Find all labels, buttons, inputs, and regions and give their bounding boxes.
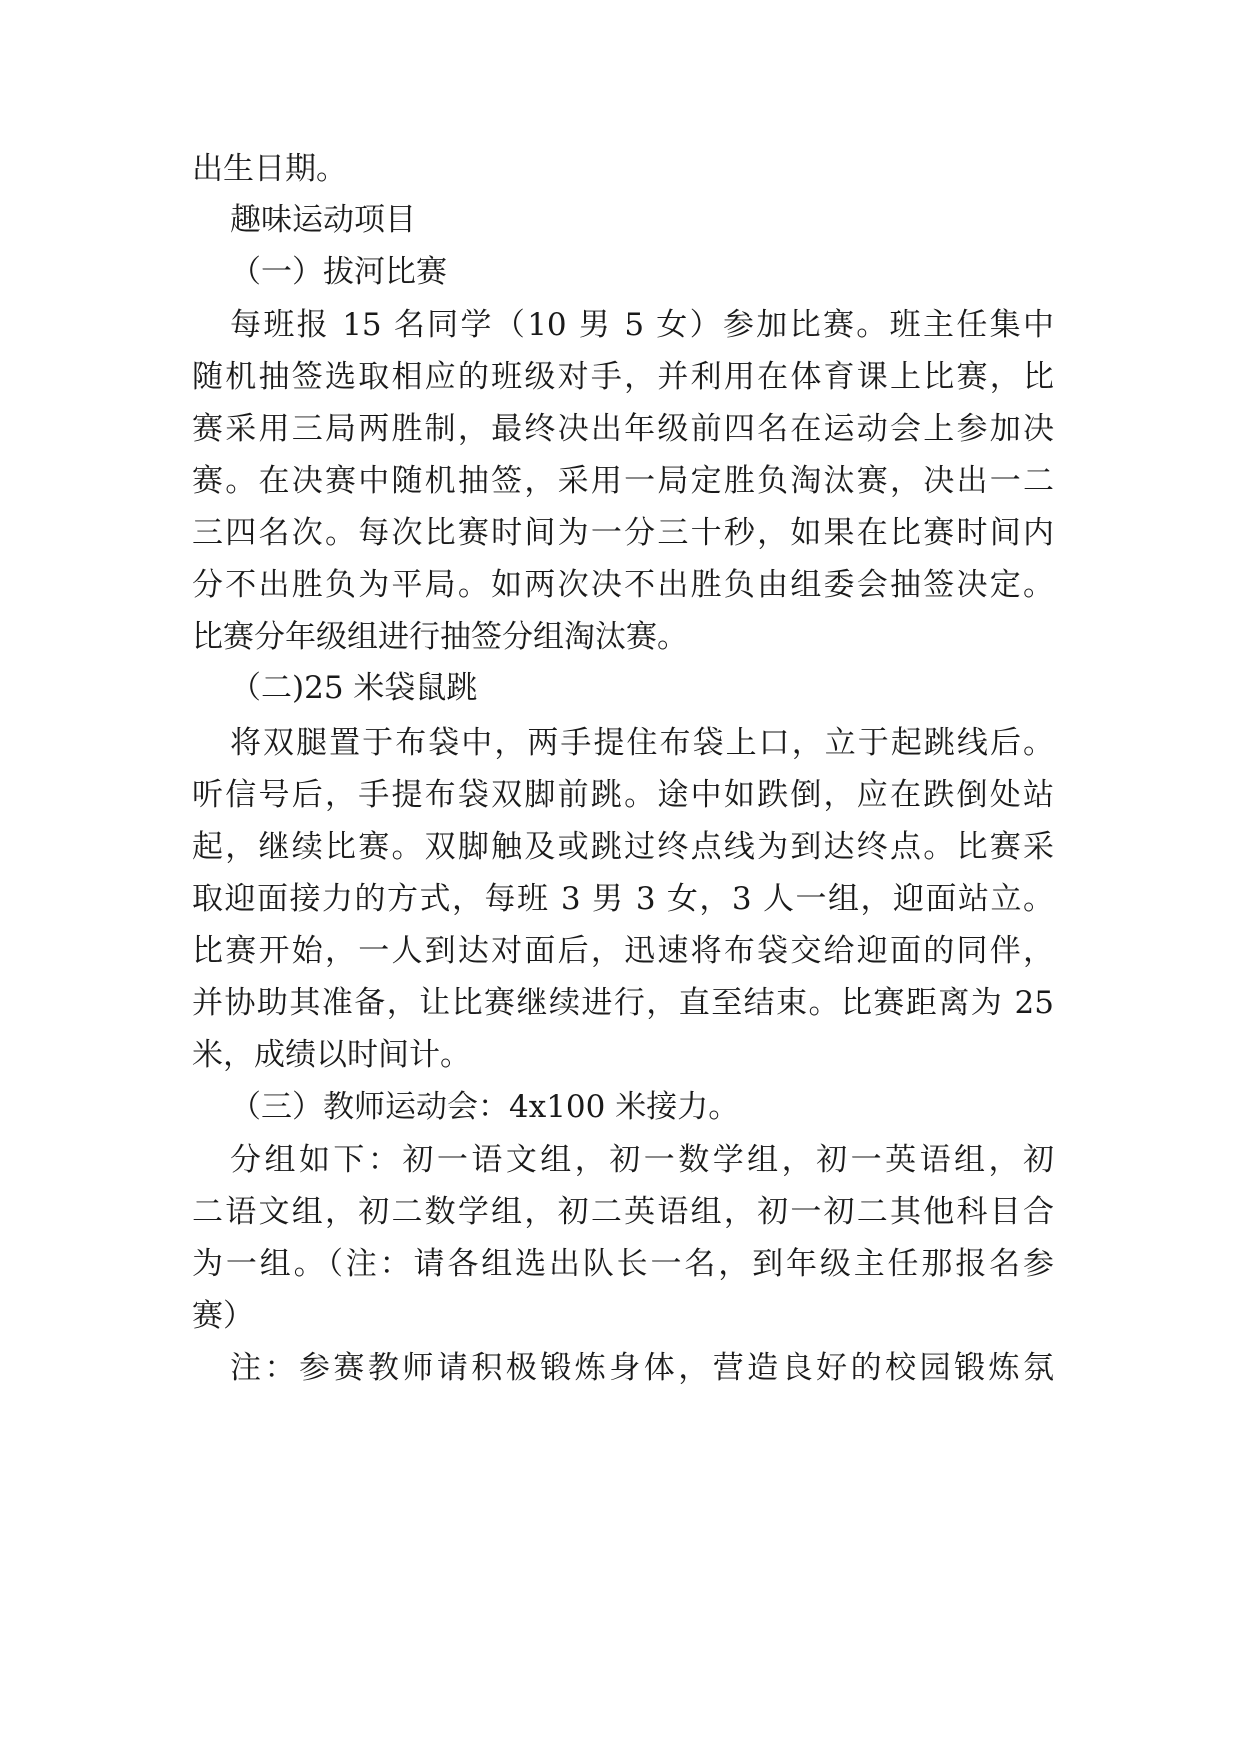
subsection-heading: （一）拔河比赛: [230, 254, 447, 290]
text-line: 并协助其准备，让比赛继续进行，直至结束。比赛距离为 25: [192, 985, 1054, 1021]
text-line: 比赛开始，一人到达对面后，迅速将布袋交给迎面的同伴，: [192, 933, 1054, 969]
text-line: 取迎面接力的方式，每班 3 男 3 女，3 人一组，迎面站立。: [192, 881, 1054, 917]
text-line: 为一组。（注：请各组选出队长一名，到年级主任那报名参: [192, 1246, 1054, 1282]
text-line: 米，成绩以时间计。: [192, 1037, 471, 1073]
text-line: 分组如下：初一语文组，初一数学组，初一英语组，初: [230, 1142, 1054, 1178]
subsection-heading: （二)25 米袋鼠跳: [230, 670, 478, 706]
text-line: 赛。在决赛中随机抽签，采用一局定胜负淘汰赛，决出一二: [192, 463, 1054, 499]
text-line: 分不出胜负为平局。如两次决不出胜负由组委会抽签决定。: [192, 567, 1054, 603]
text-line: 赛）: [192, 1298, 254, 1334]
subsection-heading: （三）教师运动会：4x100 米接力。: [230, 1089, 740, 1125]
text-line: 听信号后，手提布袋双脚前跳。途中如跌倒，应在跌倒处站: [192, 777, 1054, 813]
text-line: 每班报 15 名同学（10 男 5 女）参加比赛。班主任集中: [230, 307, 1054, 343]
text-line: 起，继续比赛。双脚触及或跳过终点线为到达终点。比赛采: [192, 829, 1054, 865]
text-line: 出生日期。: [192, 151, 347, 187]
text-line: 随机抽签选取相应的班级对手，并利用在体育课上比赛，比: [192, 359, 1054, 395]
text-line: 赛采用三局两胜制，最终决出年级前四名在运动会上参加决: [192, 411, 1054, 447]
text-line: 二语文组，初二数学组，初二英语组，初一初二其他科目合: [192, 1194, 1054, 1230]
section-heading: 趣味运动项目: [230, 202, 416, 238]
text-line: 三四名次。每次比赛时间为一分三十秒，如果在比赛时间内: [192, 515, 1054, 551]
text-line: 比赛分年级组进行抽签分组淘汰赛。: [192, 619, 688, 655]
text-line: 将双腿置于布袋中，两手提住布袋上口，立于起跳线后。: [230, 725, 1054, 761]
text-line: 注：参赛教师请积极锻炼身体，营造良好的校园锻炼氛: [230, 1350, 1054, 1386]
